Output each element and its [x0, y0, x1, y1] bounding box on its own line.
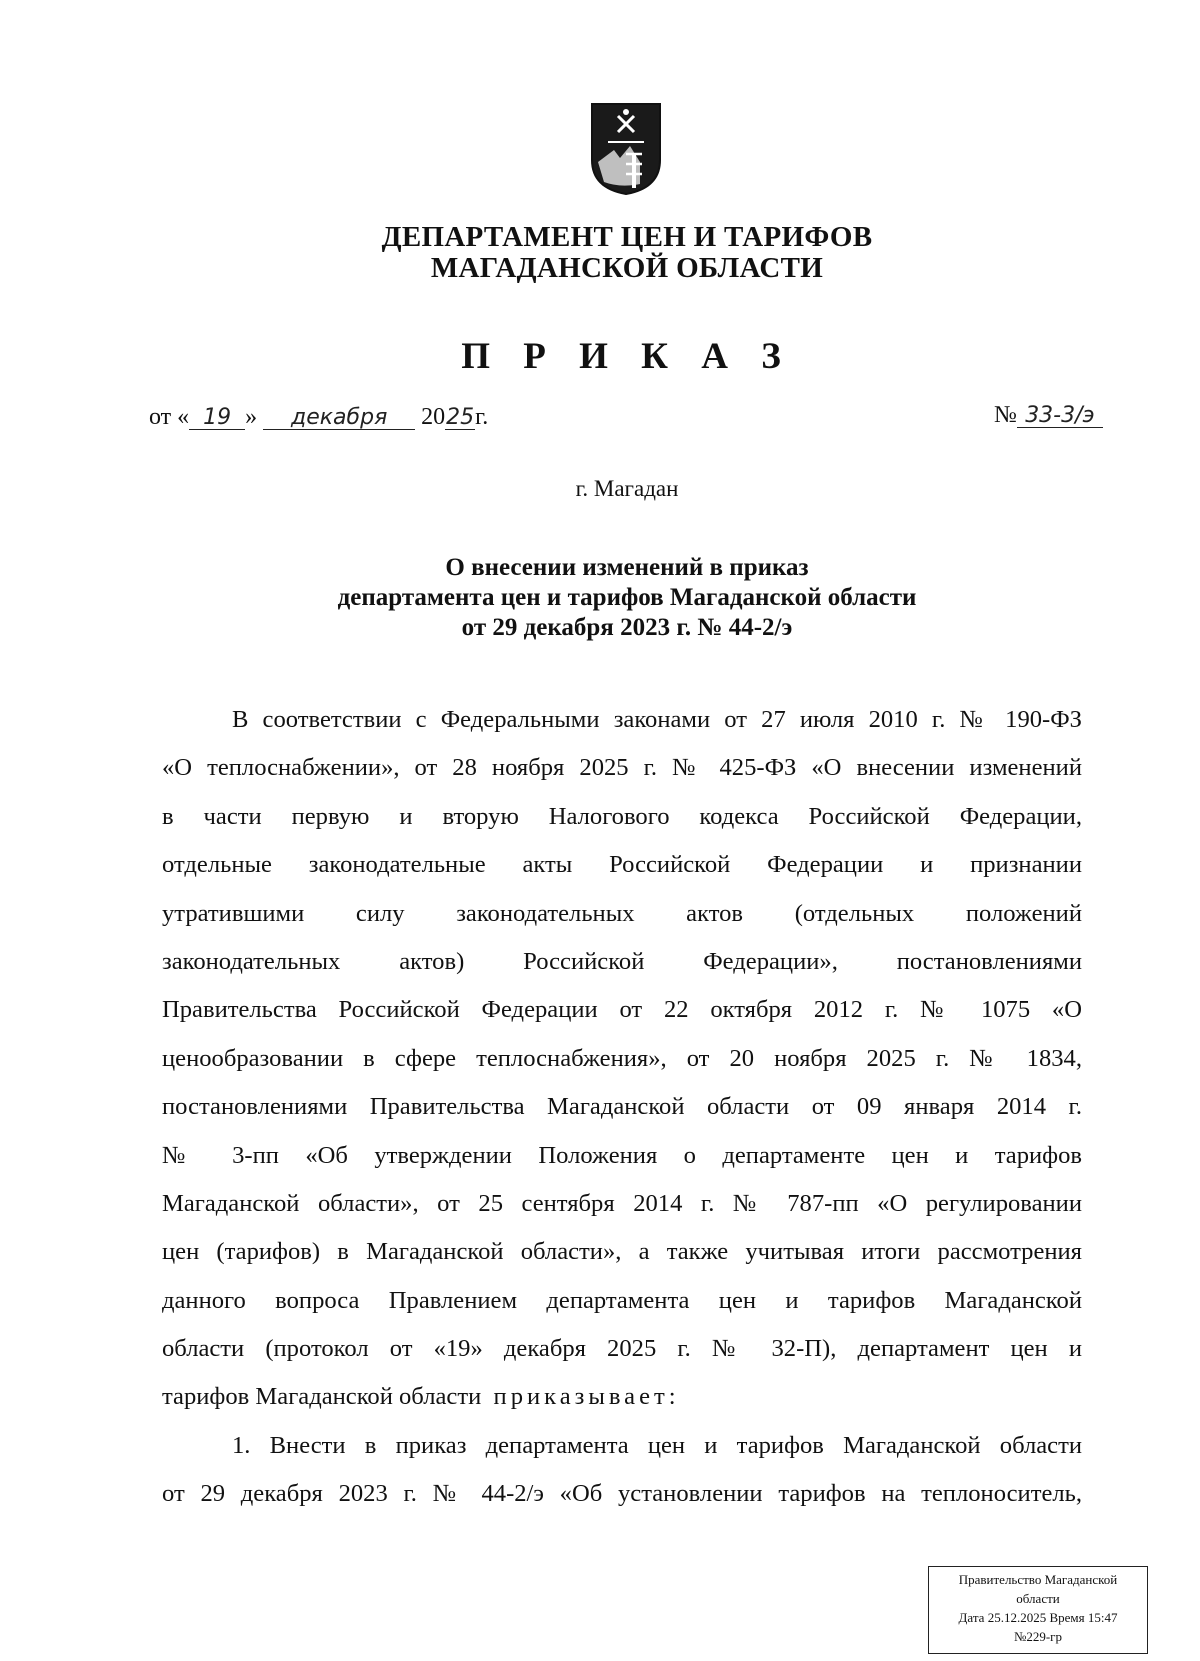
body-line: от 29 декабря 2023 г. № 44-2/э «Об установлении тарифов на теплоноситель,: [162, 1480, 1082, 1508]
body-line: в части первую и вторую Налогового кодекса Российской Федерации,: [162, 802, 1082, 830]
magadan-coat-of-arms-icon: [590, 102, 662, 196]
orders-word: приказывает:: [493, 1383, 680, 1411]
body-line: ценообразовании в сфере теплоснабжения», от 20 ноября 2025 г. № 1834,: [162, 1044, 1082, 1072]
date-day: 19: [189, 407, 245, 430]
date-prefix: от «: [149, 404, 190, 430]
number-prefix: №: [994, 402, 1017, 428]
registration-stamp: [928, 1566, 1148, 1654]
body-line: № 3-пп «Об утверждении Положения о департаменте цен и тарифов: [162, 1141, 1082, 1169]
body-line: тарифов Магаданской области: [162, 1383, 482, 1411]
subject-line2: департамента цен и тарифов Магаданской области: [337, 584, 917, 611]
body-line: постановлениями Правительства Магаданской области от 09 января 2014 г.: [162, 1093, 1082, 1121]
subject-line1: О внесении изменений в приказ: [445, 554, 809, 581]
body-line: отдельные законодательные акты Российской Федерации и признании: [162, 851, 1082, 879]
body-line: данного вопроса Правлением департамента цен и тарифов Магаданской: [162, 1286, 1082, 1314]
body-line: области (протокол от «19» декабря 2025 г. № 32-П), департамент цен и: [162, 1335, 1082, 1363]
body-line: «О теплоснабжении», от 28 ноября 2025 г. № 425-ФЗ «О внесении изменений: [162, 754, 1082, 782]
body-line: утратившими силу законодательных актов (отдельных положений: [162, 899, 1082, 927]
order-number-line: [994, 402, 1103, 429]
stamp-line2: области: [1016, 1591, 1060, 1606]
date-year-prefix: 20: [421, 404, 446, 430]
body-line: 1. Внести в приказ департамента цен и тарифов Магаданской области: [232, 1431, 1082, 1459]
date-line: [149, 404, 488, 431]
body-line: В соответствии с Федеральными законами от 27 июля 2010 г. № 190-ФЗ: [232, 706, 1082, 733]
stamp-line1: Правительство Магаданской: [958, 1572, 1118, 1587]
body-line-orders: [162, 1373, 1082, 1421]
date-sep: »: [245, 404, 258, 430]
date-month: декабря: [263, 407, 415, 430]
body-text: [162, 696, 1082, 1519]
body-line: Правительства Российской Федерации от 22 октября 2012 г. № 1075 «О: [162, 996, 1082, 1024]
body-line: законодательных актов) Российской Федерации», постановлениями: [162, 947, 1082, 975]
department-title-line2: МАГАДАНСКОЙ ОБЛАСТИ: [430, 252, 824, 284]
stamp-line3: Дата 25.12.2025 Время 15:47: [958, 1610, 1118, 1625]
city: г. Магадан: [575, 476, 679, 501]
document-type: П Р И К А З: [461, 336, 793, 377]
department-title-line1: ДЕПАРТАМЕНТ ЦЕН И ТАРИФОВ: [381, 221, 873, 253]
department-title: [0, 222, 1200, 284]
subject-line3: от 29 декабря 2023 г. № 44-2/э: [461, 614, 793, 641]
order-number: 33-3/э: [1017, 405, 1103, 428]
body-line: Магаданской области», от 25 сентября 2014 г. № 787-пп «О регулировании: [162, 1189, 1082, 1217]
date-suffix: г.: [475, 404, 489, 430]
date-year: 25: [446, 405, 475, 430]
body-line: цен (тарифов) в Магаданской области», а также учитывая итоги рассмотрения: [162, 1238, 1082, 1266]
document-subject: [0, 553, 1200, 643]
stamp-line4: №229-гр: [1013, 1629, 1063, 1644]
